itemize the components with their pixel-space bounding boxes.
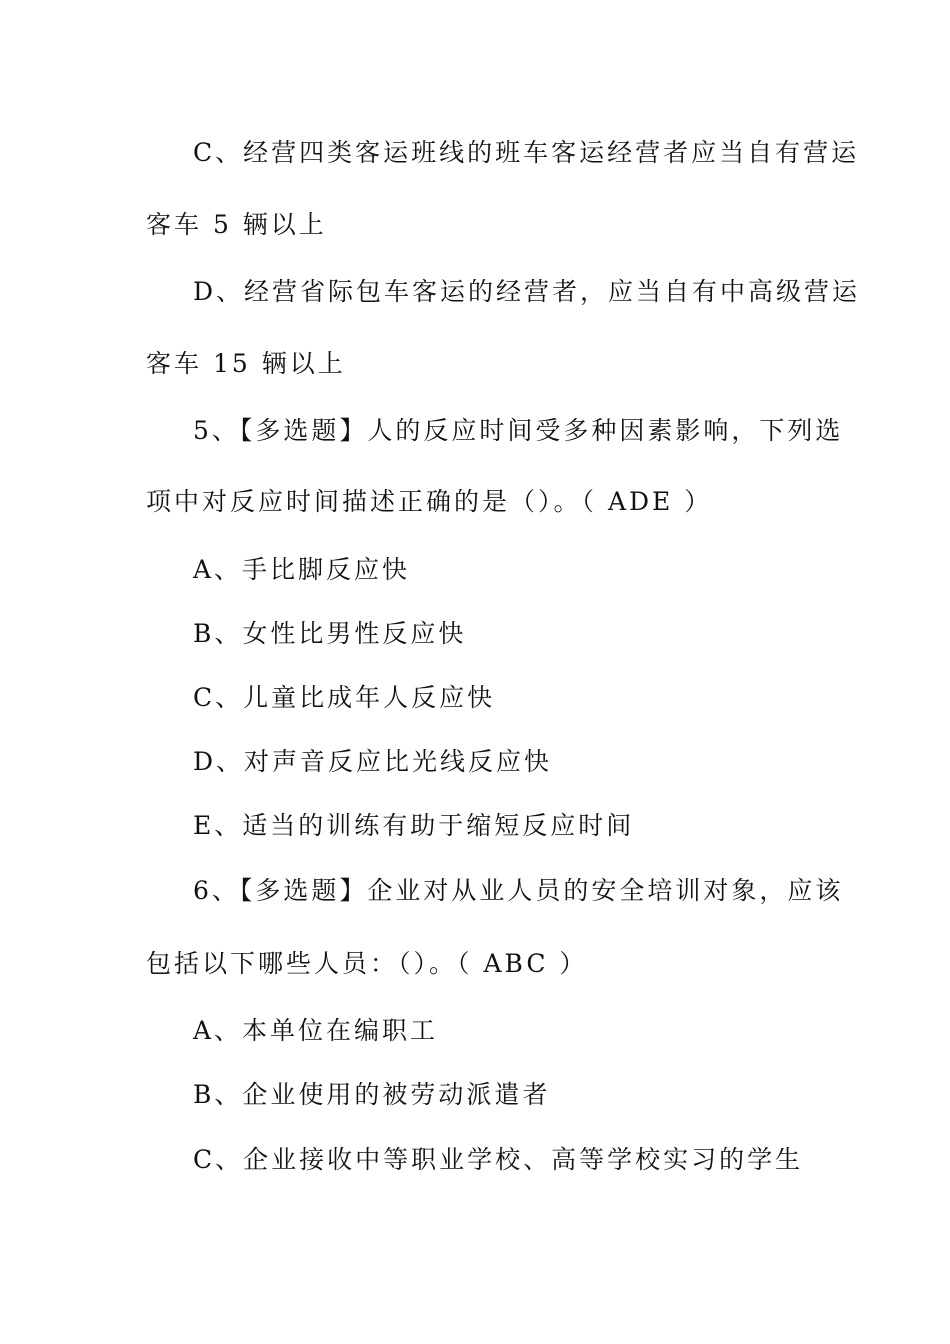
question-5-line-1: 5、【多选题】人的反应时间受多种因素影响，下列选	[193, 416, 844, 445]
option-c-line-2: 客车 5 辆以上	[146, 210, 327, 239]
q5-option-e: E、适当的训练有助于缩短反应时间	[193, 811, 635, 840]
q5-option-c: C、儿童比成年人反应快	[193, 683, 496, 712]
q5-option-b: B、女性比男性反应快	[193, 619, 467, 648]
q6-option-a: A、本单位在编职工	[193, 1016, 439, 1045]
q6-option-c: C、企业接收中等职业学校、高等学校实习的学生	[193, 1145, 804, 1174]
q6-option-b: B、企业使用的被劳动派遣者	[193, 1080, 551, 1109]
option-d-line-2: 客车 15 辆以上	[146, 349, 346, 378]
question-5-line-2: 项中对反应时间描述正确的是（）。（ ADE ）	[146, 487, 713, 516]
question-6-line-1: 6、【多选题】企业对从业人员的安全培训对象，应该	[193, 876, 844, 905]
question-6-line-2: 包括以下哪些人员：（）。（ ABC ）	[146, 949, 588, 978]
q5-option-d: D、对声音反应比光线反应快	[193, 747, 553, 776]
q5-option-a: A、手比脚反应快	[193, 555, 411, 584]
option-d-line-1: D、经营省际包车客运的经营者，应当自有中高级营运	[193, 277, 861, 306]
option-c-line-1: C、经营四类客运班线的班车客运经营者应当自有营运	[193, 138, 860, 167]
